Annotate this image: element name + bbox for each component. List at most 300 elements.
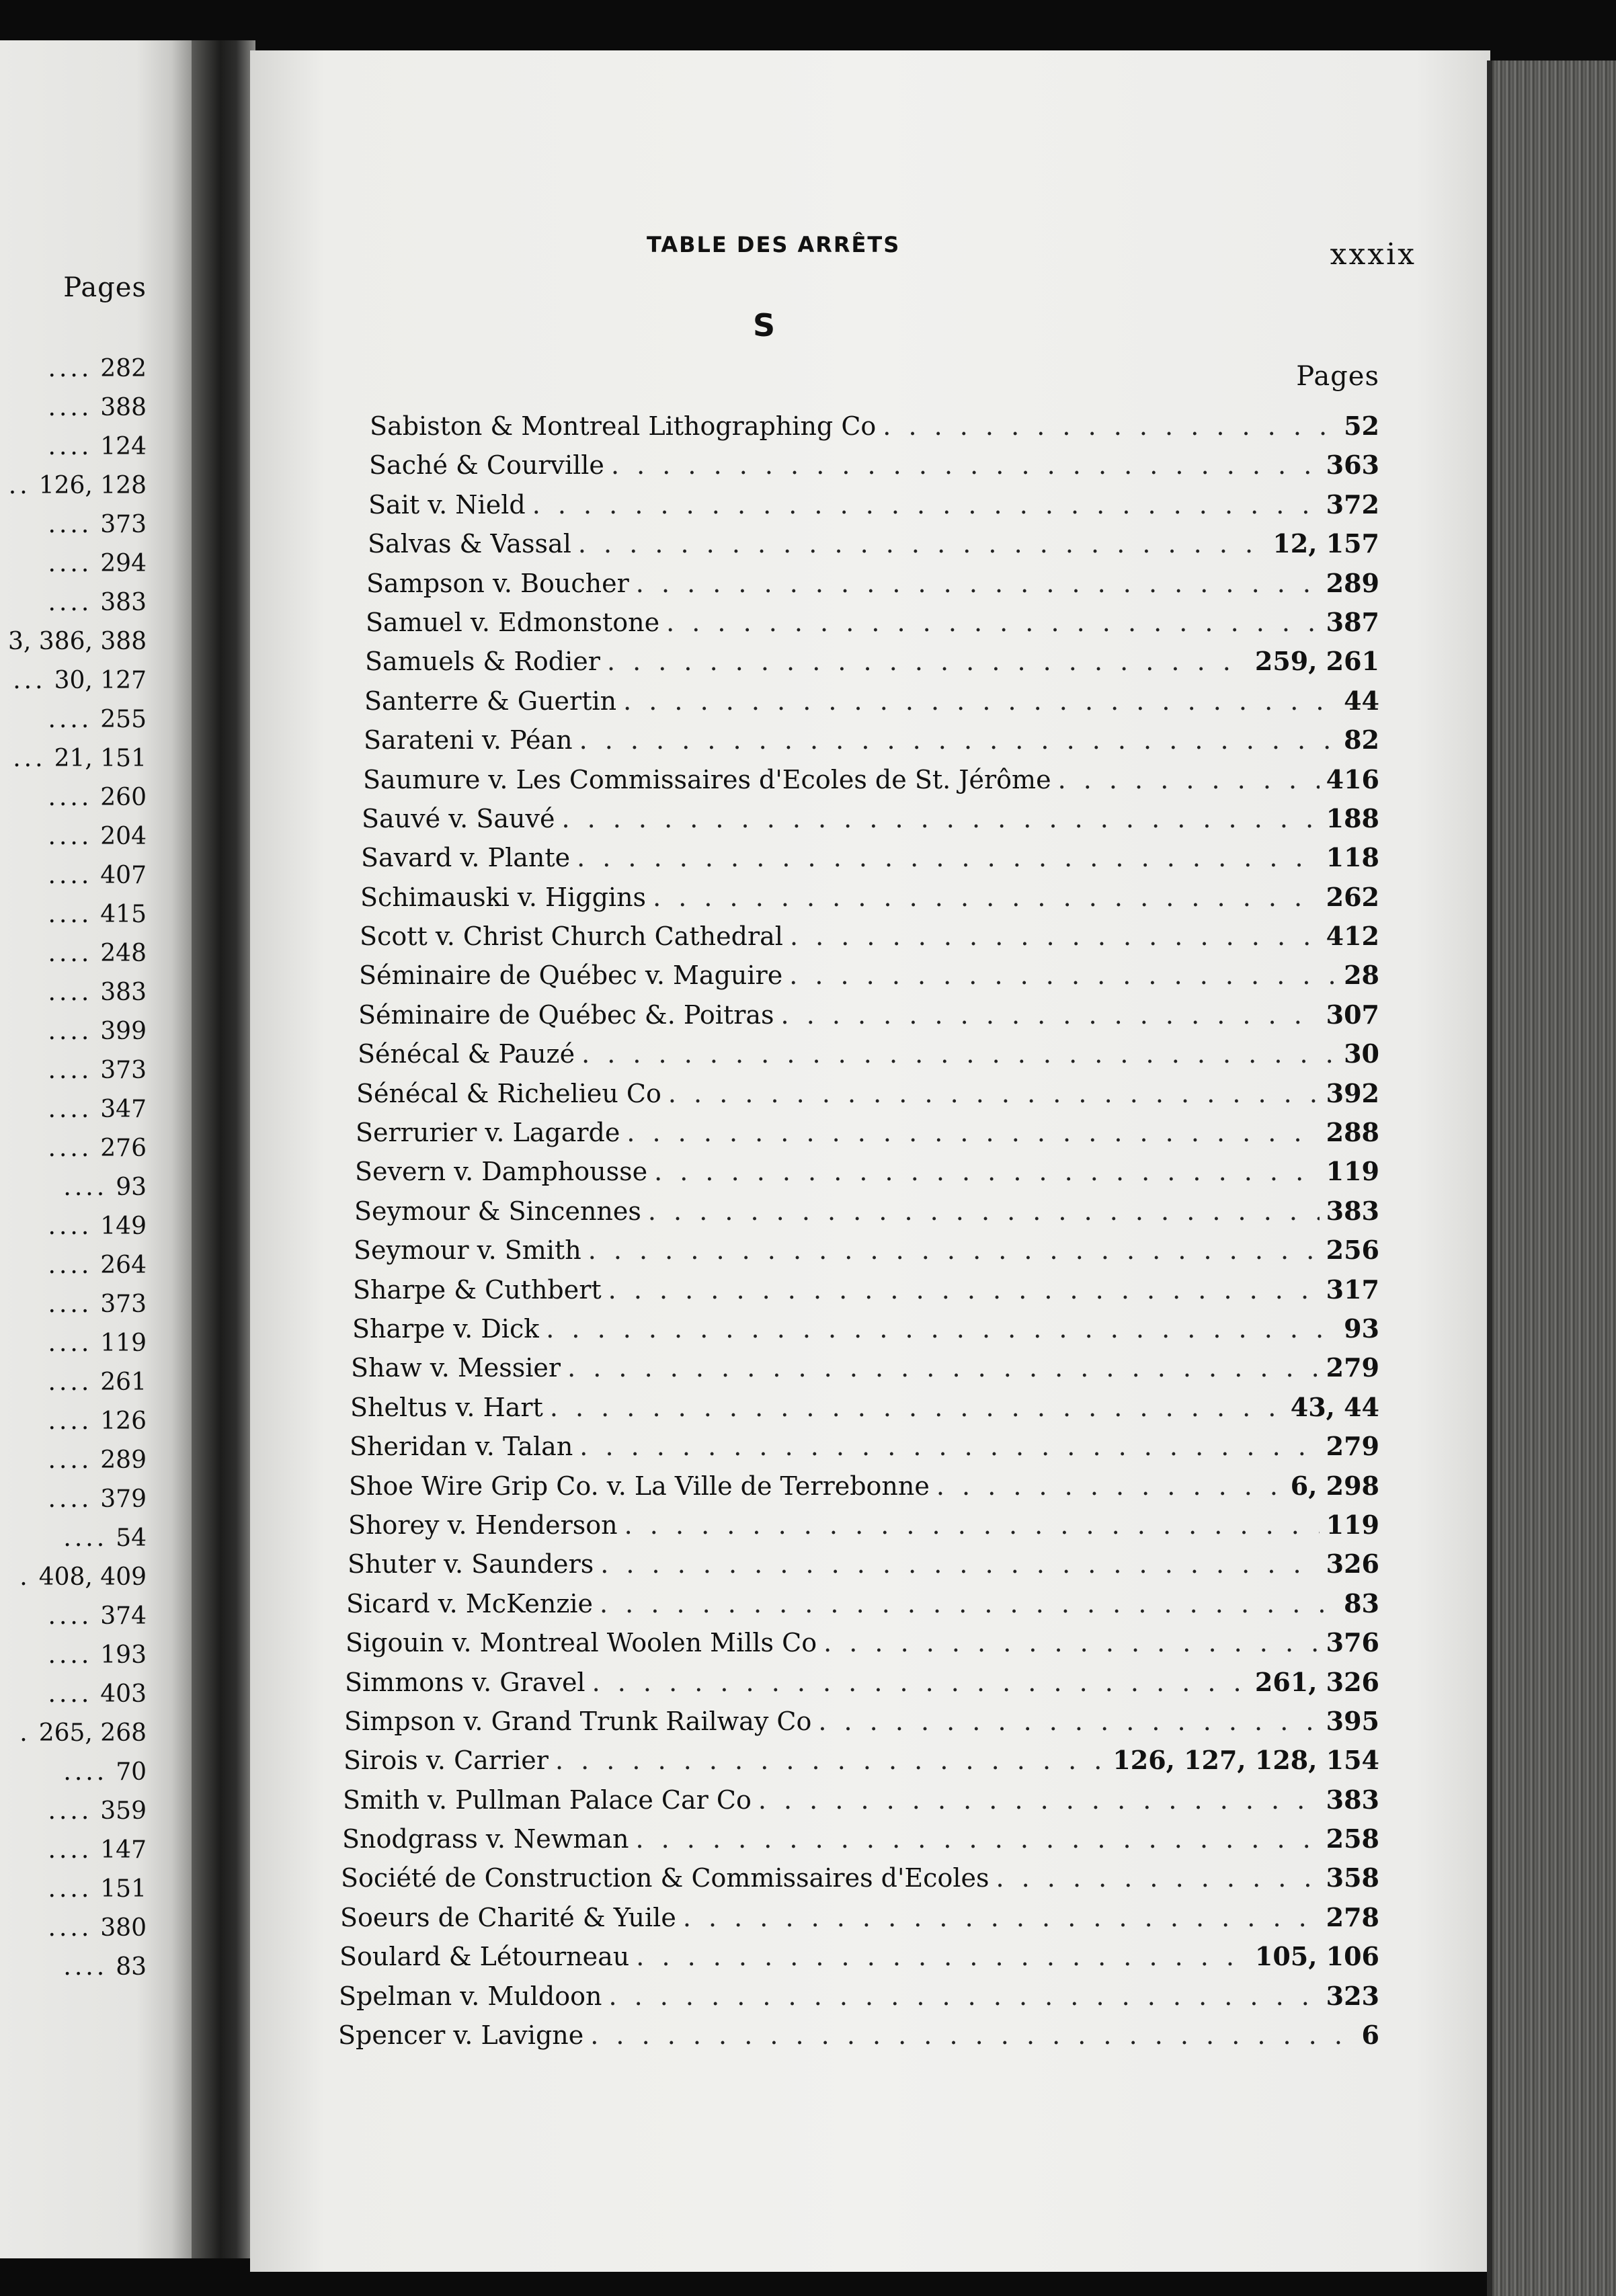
left-page-entry-pages: 374 <box>100 1602 147 1630</box>
left-page-entry-pages: 264 <box>100 1252 147 1279</box>
left-page-entry <box>0 700 147 739</box>
case-entry <box>250 1074 1490 1113</box>
case-page-numbers: 323 <box>1326 1980 1379 2011</box>
case-entry <box>250 1467 1490 1506</box>
left-page-entry-dots: .... <box>63 1174 108 1201</box>
left-page-entry <box>0 1753 147 1792</box>
dot-leader <box>577 838 1320 877</box>
left-page-entry-dots: .... <box>48 706 93 733</box>
dot-leader <box>789 956 1337 995</box>
left-page-entry-pages: 255 <box>100 706 147 733</box>
case-name: Sharpe & Cuthbert <box>353 1274 602 1305</box>
case-page-numbers: 43, 44 <box>1290 1391 1379 1422</box>
case-page-numbers: 278 <box>1326 1901 1379 1932</box>
dot-leader <box>823 1623 1320 1662</box>
left-page-entry-dots: .... <box>48 433 93 460</box>
case-entry <box>250 1702 1490 1741</box>
index-page <box>250 50 1490 2272</box>
left-page-entry <box>0 1129 147 1168</box>
dot-leader <box>818 1702 1319 1741</box>
left-page-entry <box>0 1870 147 1909</box>
case-entry <box>250 1898 1490 1937</box>
case-page-numbers: 383 <box>1326 1195 1379 1226</box>
left-page-entry-pages: 261 <box>100 1368 147 1396</box>
left-page-entry-pages: 54 <box>116 1524 147 1552</box>
case-name: Savard v. Plante <box>361 843 571 873</box>
case-page-numbers: 372 <box>1326 489 1379 520</box>
case-entry <box>250 446 1490 485</box>
dot-leader <box>666 603 1320 642</box>
dot-leader <box>578 524 1266 563</box>
left-page-entry <box>0 1792 147 1831</box>
case-page-numbers: 376 <box>1326 1627 1379 1658</box>
dot-leader <box>590 2016 1355 2055</box>
case-page-numbers: 279 <box>1326 1352 1379 1383</box>
dot-leader <box>1058 760 1320 799</box>
case-name: Sirois v. Carrier <box>344 1746 549 1776</box>
left-page-entry <box>0 1051 147 1090</box>
case-name: Saché & Courville <box>369 450 604 481</box>
case-page-numbers: 83 <box>1344 1588 1379 1618</box>
left-page-entry <box>0 622 147 661</box>
case-name: Sait v. Nield <box>368 489 526 520</box>
left-page-entry <box>0 739 147 778</box>
pages-column-label: Pages <box>1296 361 1379 392</box>
left-page-entry-pages: 359 <box>100 1797 147 1825</box>
left-page-entry-pages: 379 <box>100 1485 147 1513</box>
case-entry <box>250 1152 1490 1191</box>
case-page-numbers: 363 <box>1326 450 1379 481</box>
case-entry <box>250 838 1490 877</box>
case-name: Sampson v. Boucher <box>366 568 629 598</box>
case-entry <box>250 642 1490 681</box>
case-entry <box>250 603 1490 642</box>
case-entry <box>250 995 1490 1034</box>
dot-leader <box>532 485 1320 524</box>
case-name: Shaw v. Messier <box>351 1353 561 1383</box>
left-page-entry <box>0 1324 147 1363</box>
left-page-entry-pages: 347 <box>100 1096 147 1123</box>
case-entry <box>250 1348 1490 1387</box>
left-page-entry-dots: ... <box>13 745 46 772</box>
left-page-entry <box>0 1636 147 1675</box>
case-page-numbers: 30 <box>1344 1038 1379 1069</box>
case-entry <box>250 1427 1490 1466</box>
dot-leader <box>561 799 1319 838</box>
left-page-entry-pages: 373 <box>100 1057 147 1084</box>
left-page-entry <box>0 1948 147 1987</box>
dot-leader <box>550 1388 1284 1427</box>
left-page-entry-dots: .... <box>48 1018 93 1045</box>
left-page-entry-dots: .... <box>48 511 93 538</box>
case-name: Sheltus v. Hart <box>350 1392 543 1422</box>
left-page-entry <box>0 1714 147 1753</box>
case-entry <box>250 917 1490 956</box>
left-page-entry-dots: .... <box>48 1407 93 1435</box>
dot-leader <box>588 1231 1320 1270</box>
dot-leader <box>758 1780 1320 1819</box>
left-page-entry <box>0 1519 147 1558</box>
case-name: Seymour v. Smith <box>354 1235 581 1266</box>
case-entry <box>250 1977 1490 2016</box>
case-page-numbers: 279 <box>1326 1431 1379 1462</box>
left-page-entry-dots: .... <box>48 940 93 967</box>
case-entry <box>250 1192 1490 1231</box>
case-page-numbers: 82 <box>1344 725 1379 755</box>
left-page-entry-pages: 399 <box>100 1018 147 1045</box>
case-entry <box>250 1780 1490 1819</box>
case-entry <box>250 1819 1490 1858</box>
dot-leader <box>579 721 1338 760</box>
left-page-entry-pages: 83 <box>116 1953 147 1981</box>
left-page-entry-dots: .... <box>48 1797 93 1825</box>
case-name: Spencer v. Lavigne <box>338 2020 584 2051</box>
left-page-entry <box>0 1675 147 1714</box>
left-page-entry-pages: 388 <box>100 394 147 421</box>
dot-leader <box>883 407 1337 446</box>
case-page-numbers: 259, 261 <box>1254 646 1379 677</box>
case-page-numbers: 126, 127, 128, 154 <box>1113 1745 1379 1776</box>
left-page-entry-dots: .... <box>48 1914 93 1942</box>
case-page-numbers: 119 <box>1326 1156 1379 1187</box>
dot-leader <box>567 1348 1320 1387</box>
case-name: Snodgrass v. Newman <box>342 1824 629 1854</box>
case-name: Seymour & Sincennes <box>354 1196 641 1226</box>
left-page-entry <box>0 1012 147 1051</box>
case-name: Samuel v. Edmonstone <box>366 607 660 637</box>
dot-leader <box>624 1506 1320 1545</box>
case-name: Shuter v. Saunders <box>348 1549 594 1580</box>
left-page-entry-dots: .... <box>48 1641 93 1669</box>
left-page-entry-pages: 408, 409 <box>38 1563 147 1591</box>
left-page-entry <box>0 544 147 583</box>
left-page-entry <box>0 661 147 700</box>
left-page-entry-dots: .... <box>63 1758 108 1786</box>
case-entry <box>250 1034 1490 1073</box>
left-page-entry <box>0 388 147 427</box>
dot-leader <box>600 1584 1337 1623</box>
case-name: Séminaire de Québec &. Poitras <box>358 999 774 1030</box>
case-page-numbers: 188 <box>1326 803 1379 833</box>
left-page-entry-pages: 265, 268 <box>38 1719 147 1747</box>
left-page-entry <box>0 778 147 817</box>
left-page-entry <box>0 1363 147 1402</box>
left-page-entry-pages: 373 <box>100 1290 147 1318</box>
case-name: Société de Construction & Commissaires d'Ecoles <box>341 1863 989 1893</box>
case-name: Schimauski v. Higgins <box>360 882 647 912</box>
left-page-entry-pages: 30, 127 <box>54 667 147 694</box>
dot-leader <box>653 878 1320 917</box>
case-entry <box>250 1623 1490 1662</box>
case-name: Smith v. Pullman Palace Car Co <box>343 1785 752 1815</box>
section-letter: S <box>753 307 776 343</box>
left-page-entry-dots: .... <box>48 589 93 616</box>
case-entry <box>250 1309 1490 1348</box>
case-name: Sarateni v. Péan <box>364 725 573 755</box>
case-name: Sabiston & Montreal Lithographing Co <box>370 411 877 441</box>
left-page-entry-pages: 289 <box>100 1446 147 1474</box>
case-name: Sénécal & Richelieu Co <box>356 1078 661 1108</box>
left-page-entry <box>0 1909 147 1948</box>
dot-leader <box>635 1819 1319 1858</box>
left-page-entry-pages: 149 <box>100 1213 147 1240</box>
left-page-entry-dots: .... <box>63 1953 108 1981</box>
left-page-entry <box>0 1090 147 1129</box>
dot-leader <box>607 642 1248 681</box>
case-entry <box>250 2016 1490 2055</box>
case-name: Serrurier v. Lagarde <box>356 1118 620 1148</box>
case-name: Sauvé v. Sauvé <box>362 803 555 833</box>
book-gutter <box>192 40 255 2258</box>
case-entry <box>250 1584 1490 1623</box>
left-page-entry <box>0 350 147 388</box>
left-page-entry-dots: .... <box>48 355 93 382</box>
left-page-entry-dots: .... <box>48 823 93 850</box>
dot-leader <box>581 1034 1337 1073</box>
dot-leader <box>996 1858 1319 1897</box>
case-entry <box>250 1506 1490 1545</box>
case-name: Sigouin v. Montreal Woolen Mills Co <box>346 1628 817 1658</box>
left-page-entry-dots: .... <box>48 979 93 1006</box>
case-entry <box>250 1937 1490 1976</box>
case-entry <box>250 564 1490 603</box>
case-page-numbers: 387 <box>1326 606 1379 637</box>
left-page-entry-pages: 21, 151 <box>54 745 147 772</box>
case-name: Spelman v. Muldoon <box>339 1981 602 2011</box>
left-page-entry <box>0 856 147 895</box>
case-page-numbers: 6 <box>1361 2020 1379 2051</box>
case-entry <box>250 1113 1490 1152</box>
left-page-entry-dots: .... <box>48 1290 93 1318</box>
left-page-entry-pages: 119 <box>100 1329 147 1357</box>
left-page-entry <box>0 583 147 622</box>
left-page-entry-dots: .... <box>48 1368 93 1396</box>
left-page-entry-dots: .... <box>48 1446 93 1474</box>
case-entry <box>250 524 1490 563</box>
dot-leader <box>636 564 1320 603</box>
left-page-pages-heading: Pages <box>63 272 147 303</box>
left-page-entry-dots: .. <box>8 472 31 499</box>
case-entry <box>250 799 1490 838</box>
left-page-entry <box>0 505 147 544</box>
left-page-entry-pages: 70 <box>116 1758 147 1786</box>
case-name: Salvas & Vassal <box>368 529 571 559</box>
dot-leader <box>648 1192 1320 1231</box>
dot-leader <box>623 682 1337 721</box>
left-page-entry-dots: .... <box>48 1485 93 1513</box>
dot-leader <box>668 1074 1320 1113</box>
case-page-numbers: 326 <box>1326 1549 1379 1580</box>
left-page-entry-dots: .... <box>48 901 93 928</box>
case-page-numbers: 261, 326 <box>1254 1666 1379 1697</box>
case-page-numbers: 412 <box>1326 921 1379 952</box>
case-entry <box>250 1858 1490 1897</box>
dot-leader <box>627 1113 1319 1152</box>
case-page-numbers: 52 <box>1344 411 1379 441</box>
case-name: Saumure v. Les Commissaires d'Ecoles de St. Jérôme <box>363 764 1051 794</box>
left-page-entry-pages: 193 <box>100 1641 147 1669</box>
left-page-entry-pages: 3, 386, 388 <box>8 628 147 655</box>
case-entry <box>250 1231 1490 1270</box>
left-page-entry <box>0 1246 147 1285</box>
case-entry <box>250 956 1490 995</box>
left-page-entry-pages: 282 <box>100 355 147 382</box>
case-entry <box>250 760 1490 799</box>
dot-leader <box>555 1741 1106 1780</box>
left-page-entry-pages: 415 <box>100 901 147 928</box>
left-page-entry-dots: .... <box>48 394 93 421</box>
dot-leader <box>654 1152 1320 1191</box>
case-name: Scott v. Christ Church Cathedral <box>360 921 783 952</box>
case-entry <box>250 1663 1490 1702</box>
case-page-numbers: 395 <box>1326 1705 1379 1736</box>
case-page-numbers: 289 <box>1326 567 1379 598</box>
left-page-entry <box>0 1480 147 1519</box>
case-page-numbers: 105, 106 <box>1254 1941 1379 1972</box>
case-name: Sheridan v. Talan <box>350 1432 573 1462</box>
case-page-numbers: 262 <box>1326 881 1379 912</box>
left-page-entry-dots: .... <box>48 1680 93 1708</box>
case-entry <box>250 485 1490 524</box>
case-name: Simpson v. Grand Trunk Railway Co <box>344 1706 812 1736</box>
left-page-entry-dots: .... <box>48 1252 93 1279</box>
left-page-entry <box>0 427 147 466</box>
left-page-entry-dots: ... <box>13 667 46 694</box>
case-name: Shoe Wire Grip Co. v. La Ville de Terrebonne <box>349 1471 930 1501</box>
left-page-entry-pages: 403 <box>100 1680 147 1708</box>
left-page-entry <box>0 1402 147 1441</box>
case-name: Shorey v. Henderson <box>348 1510 618 1540</box>
left-page-entry-dots: .... <box>48 1096 93 1123</box>
case-page-numbers: 288 <box>1326 1117 1379 1148</box>
dot-leader <box>592 1663 1248 1702</box>
case-page-numbers: 118 <box>1326 842 1379 873</box>
dot-leader <box>790 917 1320 956</box>
case-page-numbers: 383 <box>1326 1784 1379 1815</box>
book-page-edges <box>1487 60 1616 2296</box>
dot-leader <box>683 1898 1320 1937</box>
case-name: Sicard v. McKenzie <box>346 1588 593 1618</box>
left-page-entry-dots: .... <box>48 862 93 889</box>
left-page-entry-dots: . <box>19 1719 31 1747</box>
left-page-entry-pages: 383 <box>100 589 147 616</box>
case-name: Soulard & Létourneau <box>339 1942 630 1972</box>
left-page-entry <box>0 934 147 973</box>
case-name: Sénécal & Pauzé <box>358 1039 575 1069</box>
left-page-entry <box>0 466 147 505</box>
left-page-entry <box>0 817 147 856</box>
case-entry <box>250 1270 1490 1309</box>
page-header <box>250 232 1490 272</box>
left-page-entry-pages: 204 <box>100 823 147 850</box>
case-entry <box>250 407 1490 446</box>
left-page-entry-pages: 260 <box>100 784 147 811</box>
case-page-numbers: 28 <box>1344 960 1379 991</box>
page-number: xxxix <box>1330 237 1416 272</box>
case-entry <box>250 721 1490 760</box>
case-name: Simmons v. Gravel <box>345 1667 585 1697</box>
case-name: Samuels & Rodier <box>365 647 600 677</box>
case-page-numbers: 119 <box>1326 1509 1379 1540</box>
left-page-entry-dots: .... <box>48 1875 93 1903</box>
left-page-entry-dots: .... <box>48 1836 93 1864</box>
left-page-entry-pages: 124 <box>100 433 147 460</box>
case-entry <box>250 1388 1490 1427</box>
left-page-entry <box>0 973 147 1012</box>
case-page-numbers: 93 <box>1344 1313 1379 1344</box>
left-page-entry-dots: .... <box>48 1329 93 1357</box>
case-name: Severn v. Damphousse <box>355 1157 648 1187</box>
dot-leader <box>608 1270 1320 1309</box>
dot-leader <box>611 446 1320 485</box>
left-page-entry-dots: .... <box>48 1057 93 1084</box>
left-page-entry-list <box>0 350 147 1987</box>
left-page-entry-pages: 383 <box>100 979 147 1006</box>
left-page-entry-dots: .... <box>63 1524 108 1552</box>
case-page-numbers: 258 <box>1326 1823 1379 1854</box>
case-page-numbers: 307 <box>1326 999 1379 1030</box>
left-page-entry-pages: 373 <box>100 511 147 538</box>
left-page-entry <box>0 1558 147 1597</box>
left-page-entry <box>0 1285 147 1324</box>
case-entry <box>250 878 1490 917</box>
dot-leader <box>600 1545 1319 1584</box>
case-page-numbers: 358 <box>1326 1862 1379 1893</box>
dot-leader <box>546 1309 1337 1348</box>
case-page-numbers: 12, 157 <box>1272 528 1379 559</box>
left-page-entry-dots: . <box>19 1563 31 1591</box>
left-page-entry <box>0 895 147 934</box>
left-page-entry-pages: 93 <box>116 1174 147 1201</box>
left-page-entry <box>0 1441 147 1480</box>
left-facing-page <box>0 40 195 2258</box>
dot-leader <box>608 1977 1319 2016</box>
left-page-entry-pages: 407 <box>100 862 147 889</box>
case-page-numbers: 392 <box>1326 1077 1379 1108</box>
page-title: TABLE DES ARRÊTS <box>647 232 901 257</box>
left-page-entry-pages: 147 <box>100 1836 147 1864</box>
left-page-entry <box>0 1597 147 1636</box>
case-entry <box>250 1741 1490 1780</box>
left-page-entry-dots: .... <box>48 550 93 577</box>
left-page-entry-dots: .... <box>48 784 93 811</box>
case-entry <box>250 682 1490 721</box>
case-page-numbers: 317 <box>1326 1274 1379 1305</box>
case-page-numbers: 256 <box>1326 1235 1379 1266</box>
case-name: Sharpe v. Dick <box>352 1313 540 1344</box>
dot-leader <box>936 1467 1284 1506</box>
left-page-entry-dots: .... <box>48 1602 93 1630</box>
left-page-entry <box>0 1168 147 1207</box>
case-name: Soeurs de Charité & Yuile <box>340 1902 676 1932</box>
left-page-entry-pages: 380 <box>100 1914 147 1942</box>
dot-leader <box>636 1937 1248 1976</box>
case-name: Santerre & Guertin <box>364 686 617 716</box>
left-page-entry-pages: 126 <box>100 1407 147 1435</box>
left-page-entry-pages: 248 <box>100 940 147 967</box>
left-page-entry-pages: 126, 128 <box>38 472 147 499</box>
left-page-entry <box>0 1831 147 1870</box>
left-page-entry-pages: 294 <box>100 550 147 577</box>
case-name: Séminaire de Québec v. Maguire <box>359 960 783 991</box>
left-page-entry-pages: 276 <box>100 1135 147 1162</box>
left-page-entry <box>0 1207 147 1246</box>
dot-leader <box>579 1427 1319 1466</box>
case-page-numbers: 44 <box>1344 685 1379 716</box>
dot-leader <box>781 995 1320 1034</box>
case-page-numbers: 6, 298 <box>1290 1470 1379 1501</box>
case-page-numbers: 416 <box>1326 764 1379 794</box>
